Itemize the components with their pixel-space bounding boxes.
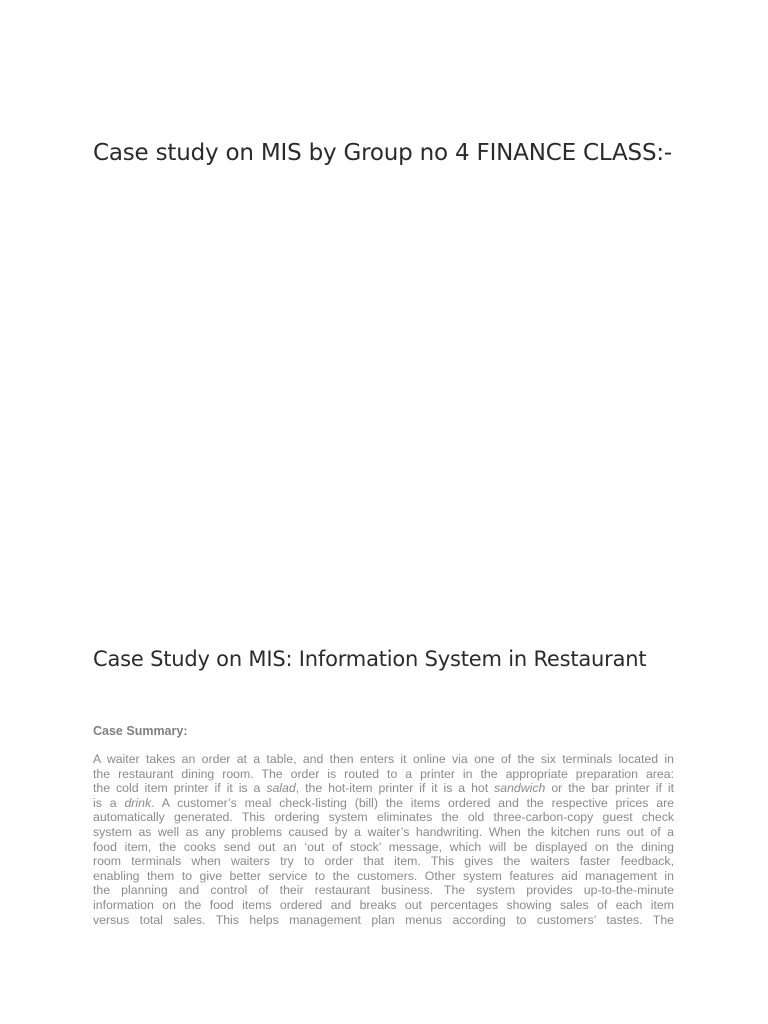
paragraph-line: food item, the cooks send out an ‘out of stock’ message, which will be displayed on the dining bbox=[93, 839, 674, 854]
case-summary-paragraph bbox=[93, 752, 674, 927]
paragraph-line: the restaurant dining room. The order is routed to a printer in the appropriate preparation area: bbox=[93, 766, 674, 781]
paragraph-line: the cold item printer if it is a salad, the hot-item printer if it is a hot sandwich or the bar printer if it bbox=[93, 781, 674, 796]
paragraph-line: enabling them to give better service to the customers. Other system features aid management in bbox=[93, 868, 674, 883]
paragraph-line: room terminals when waiters try to order that item. This gives the waiters faster feedback, bbox=[93, 854, 674, 869]
section-title: Case Study on MIS: Information System in Restaurant bbox=[93, 647, 647, 671]
paragraph-line: information on the food items ordered and breaks out percentages showing sales of each item bbox=[93, 897, 674, 912]
paragraph-line: is a drink. A customer’s meal check-listing (bill) the items ordered and the respective prices are bbox=[93, 795, 674, 810]
emphasized-term: drink bbox=[124, 795, 152, 810]
paragraph-line: the planning and control of their restaurant business. The system provides up-to-the-minute bbox=[93, 883, 674, 898]
emphasized-term: salad bbox=[266, 781, 296, 796]
paragraph-line: system as well as any problems caused by a waiter’s handwriting. When the kitchen runs out of a bbox=[93, 824, 674, 839]
case-summary-heading: Case Summary: bbox=[93, 724, 188, 738]
paragraph-line: A waiter takes an order at a table, and then enters it online via one of the six terminals located in bbox=[93, 752, 674, 766]
paragraph-line: versus total sales. This helps management plan menus according to customers’ tastes. The bbox=[93, 912, 674, 927]
emphasized-term: sandwich bbox=[494, 781, 546, 796]
document-title: Case study on MIS by Group no 4 FINANCE CLASS:- bbox=[93, 140, 672, 166]
paragraph-line: automatically generated. This ordering system eliminates the old three-carbon-copy guest check bbox=[93, 810, 674, 825]
